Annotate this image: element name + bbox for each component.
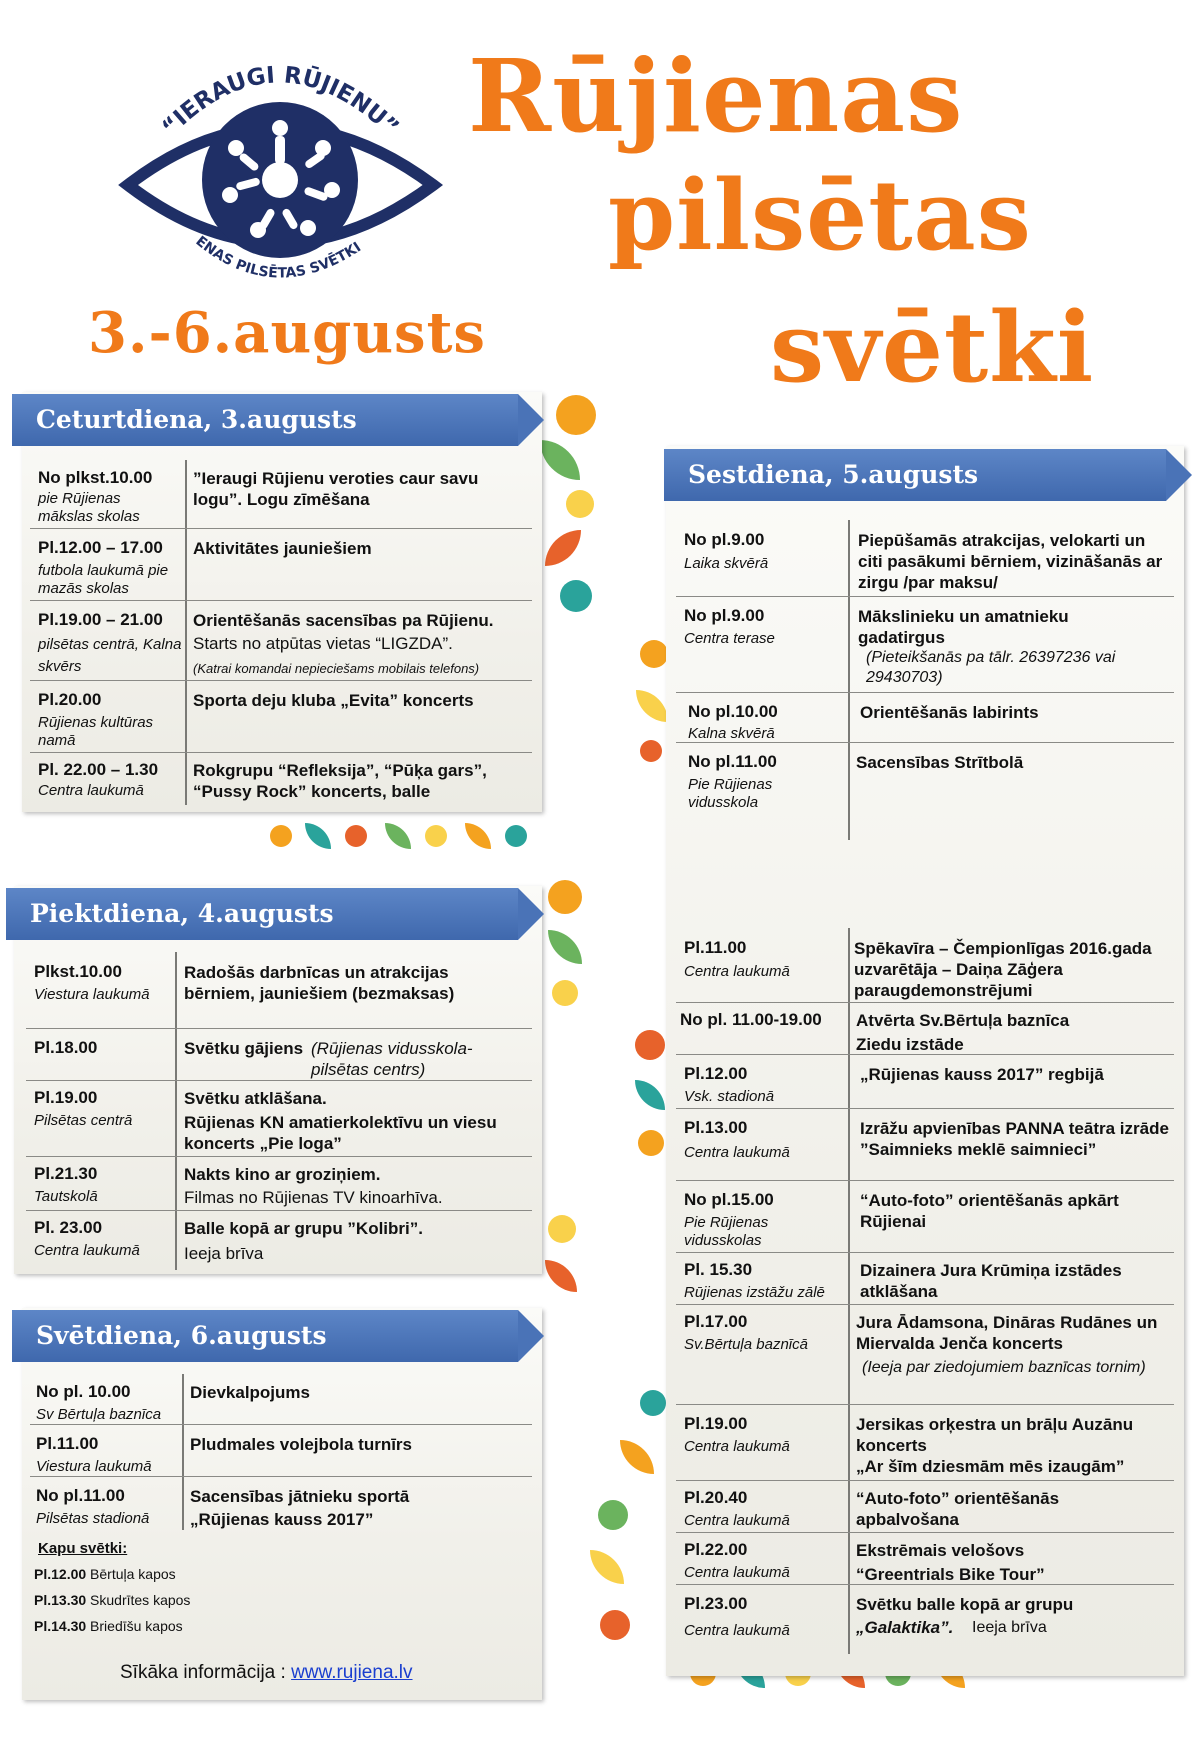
sunday-heading: Svētdiena, 6.augusts (12, 1310, 518, 1362)
event-time: Pl.12.00 – 17.00 (38, 538, 163, 557)
event-place: pie Rūjienas mākslas skolas (38, 490, 140, 525)
event-description: Balle kopā ar grupu ”Kolibri”. (184, 1219, 423, 1238)
schedule-row (676, 520, 1174, 597)
schedule-row (26, 952, 532, 1029)
cemetery-item (34, 1588, 190, 1613)
event-description: Dizainera Jura Krūmiņa izstādes atklāšana (860, 1261, 1122, 1301)
event-description: Aktivitātes jauniešiem (193, 539, 372, 558)
event-time: Pl. 15.30 (684, 1260, 753, 1279)
event-time: Pl.12.00 (684, 1064, 748, 1083)
event-time: Pl.20.00 (38, 690, 102, 709)
schedule-row (676, 694, 1174, 743)
event-time: Pl.11.00 (36, 1434, 99, 1453)
event-time: Pl.18.00 (34, 1038, 98, 1057)
title-line-1: Rūjienas (468, 37, 964, 155)
event-time: Pl.11.00 (684, 938, 747, 957)
event-place: Centra laukumā (684, 1438, 790, 1455)
event-description: „Rūjienas kauss 2017” regbijā (860, 1065, 1104, 1084)
event-note: (Katrai komandai nepieciešams mobilais telefons) (193, 661, 480, 676)
event-note: Ziedu izstāde (856, 1035, 964, 1054)
event-place: Centra laukumā (38, 782, 144, 799)
event-description: Svētku atklāšana. (184, 1089, 327, 1108)
event-note: (Rūjienas vidusskola-pilsētas centrs) (311, 1039, 473, 1079)
event-time: No pl.15.00 (684, 1190, 774, 1209)
schedule-row (26, 1082, 532, 1157)
event-time: Pl. 23.00 (34, 1218, 103, 1237)
schedule-row (30, 1426, 532, 1477)
event-description: Orientēšanās labirints (860, 703, 1039, 722)
schedule-row (30, 460, 532, 529)
event-description: Svētku balle kopā ar grupu (856, 1595, 1074, 1614)
event-description: Sacensības jātnieku sportā (190, 1487, 410, 1506)
website-link[interactable]: www.rujiena.lv (291, 1662, 413, 1683)
event-description: Piepūšamās atrakcijas, velokarti un citi pasākumi bērniem, vizināšanās ar zirgu /par maksu/ (858, 531, 1163, 592)
event-place: Centra laukumā (684, 1512, 790, 1529)
cemetery-time: Pl.13.30 (34, 1592, 87, 1608)
event-note: (Ieeja par ziedojumiem baznīcas tornim) (862, 1359, 1146, 1376)
event-description: Svētku gājiens (184, 1039, 304, 1058)
event-description: “Auto-foto” orientēšanās apkārt Rūjienai (860, 1191, 1119, 1231)
event-place: Pilsētas centrā (34, 1112, 133, 1129)
event-place: Pie Rūjienas vidusskola (688, 776, 773, 811)
event-description: Ekstrēmais velošovs (856, 1541, 1025, 1560)
event-time: No pl. 11.00-19.00 (680, 1010, 822, 1029)
cemetery-time: Pl.12.00 (34, 1566, 87, 1582)
event-time: Pl. 22.00 – 1.30 (38, 760, 159, 779)
event-place: Centra laukumā (684, 1144, 790, 1161)
schedule-row (676, 1056, 1174, 1109)
cemetery-time: Pl.14.30 (34, 1618, 87, 1634)
schedule-row (26, 1030, 532, 1081)
event-place: Centra laukumā (684, 1564, 790, 1581)
cemetery-item (34, 1562, 176, 1587)
event-note: „Rūjienas kauss 2017” (190, 1510, 374, 1529)
event-description: Pludmales volejbola turnīrs (190, 1435, 413, 1454)
schedule-row (676, 1406, 1174, 1481)
event-time: No pl.10.00 (688, 702, 778, 721)
event-note: Rūjienas KN amatierkolektīvu un viesu koncerts „Pie loga” (184, 1113, 497, 1153)
event-place: Pilsētas stadionā (36, 1510, 150, 1527)
event-note: „Ar šīm dziesmām mēs izaugām” (856, 1457, 1125, 1476)
event-time: No pl.9.00 (684, 606, 765, 625)
event-description: Nakts kino ar groziņiem. (184, 1165, 381, 1184)
schedule-row (676, 598, 1174, 693)
svg-text:RŪJIENAS PILSĒTAS SVĒTKI 2017: ENAS PILSĒTAS SVĒTKI (192, 233, 365, 282)
event-time: No plkst.10.00 (38, 468, 153, 487)
event-place: Sv Bērtuļa baznīca (36, 1406, 162, 1423)
event-place: Pie Rūjienas vidusskolas (684, 1214, 769, 1249)
schedule-row (676, 744, 1174, 840)
event-time: Pl.23.00 (684, 1594, 748, 1613)
event-time: No pl.9.00 (684, 530, 765, 549)
schedule-row (676, 1110, 1174, 1181)
schedule-row (676, 928, 1174, 1003)
cemetery-item (34, 1614, 183, 1639)
event-note: (Pieteikšanās pa tālr. 26397236 vai 29430703) (866, 649, 1116, 686)
event-time: Pl.17.00 (684, 1312, 748, 1331)
friday-heading: Piektdiena, 4.augusts (6, 888, 518, 940)
schedule-row (30, 754, 532, 804)
event-place: Rūjienas izstāžu zālē (684, 1284, 825, 1301)
event-description: Mākslinieku un amatnieku gadatirgus (858, 607, 1069, 647)
event-time: Pl.20.40 (684, 1488, 748, 1507)
event-description: Radošās darbnīcas un atrakcijas bērniem, jauniešiem (bezmaksas) (184, 963, 455, 1003)
more-info (120, 1662, 413, 1684)
saturday-heading: Sestdiena, 5.augusts (664, 449, 1166, 501)
event-description: Sacensības Strītbolā (856, 753, 1024, 772)
schedule-row (30, 1374, 532, 1425)
event-place: Rūjienas kultūras namā (38, 714, 154, 749)
event-time: No pl.11.00 (688, 752, 777, 771)
event-place: Centra laukumā (34, 1242, 140, 1259)
event-place: futbola laukumā pie mazās skolas (38, 562, 169, 597)
event-note: Filmas no Rūjienas TV kinoarhīva. (184, 1188, 443, 1207)
event-place: Centra laukumā (684, 1622, 790, 1639)
festival-logo (118, 40, 443, 295)
event-time: Pl.19.00 (684, 1414, 748, 1433)
schedule-row (26, 1158, 532, 1211)
event-note: Starts no atpūtas vietas “LIGZDA”. (193, 634, 453, 653)
event-place: Centra terase (684, 630, 775, 647)
schedule-row (676, 1004, 1174, 1055)
event-note: Ieeja brīva (972, 1619, 1047, 1636)
event-description: Jura Ādamsona, Dināras Rudānes un Miervalda Jenča koncerts (856, 1313, 1158, 1353)
event-description: Jersikas orķestra un brāļu Auzānu koncerts (856, 1415, 1134, 1455)
event-note: “Greentrials Bike Tour” (856, 1565, 1045, 1584)
event-place: Viestura laukumā (34, 986, 150, 1003)
thursday-heading: Ceturtdiena, 3.augusts (12, 394, 518, 446)
event-description: “Auto-foto” orientēšanās apbalvošana (856, 1489, 1060, 1529)
event-description: Sporta deju kluba „Evita” koncerts (193, 691, 474, 710)
cemetery-name: Skudrītes kapos (90, 1592, 191, 1608)
schedule-row (676, 1534, 1174, 1585)
event-description: Spēkavīra – Čempionlīgas 2016.gada uzvarētāja – Daiņa Zāģera paraugdemonstrējumi (854, 939, 1152, 1000)
event-time: Pl.13.00 (684, 1118, 748, 1137)
schedule-row (676, 1254, 1174, 1305)
schedule-row (676, 1306, 1174, 1405)
event-time: Pl.19.00 – 21.00 (38, 610, 163, 629)
schedule-row (26, 1212, 532, 1268)
cemetery-name: Bērtuļa kapos (90, 1566, 176, 1582)
event-time: Pl.19.00 (34, 1088, 98, 1107)
event-note: „Galaktika”. (856, 1618, 954, 1637)
event-description: Orientēšanās sacensības pa Rūjienu. (193, 611, 494, 630)
title-line-2: pilsētas (608, 159, 1032, 272)
eye-logo-icon (118, 40, 443, 295)
schedule-row (676, 1482, 1174, 1533)
event-description: Rokgrupu “Refleksija”, “Pūķa gars”, “Pussy Rock” koncerts, balle (193, 761, 487, 801)
event-time: No pl.11.00 (36, 1486, 125, 1505)
schedule-row (30, 1478, 532, 1532)
event-place: pilsētas centrā, Kalna skvērs (38, 636, 182, 675)
event-description: Atvērta Sv.Bērtuļa baznīca (856, 1011, 1070, 1030)
more-info-label: Sīkāka informācija : (120, 1662, 286, 1683)
event-place: Tautskolā (34, 1188, 98, 1205)
event-time: Pl.22.00 (684, 1540, 748, 1559)
event-place: Laika skvērā (684, 555, 769, 572)
event-place: Sv.Bērtuļa baznīcā (684, 1336, 808, 1353)
event-time: Plkst.10.00 (34, 962, 122, 981)
schedule-row (30, 530, 532, 601)
schedule-row (676, 1586, 1174, 1652)
cemetery-name: Briedīšu kapos (90, 1618, 183, 1634)
schedule-row (676, 1182, 1174, 1253)
schedule-row (30, 682, 532, 753)
festival-dates: 3.-6.augusts (88, 300, 486, 366)
event-place: Centra laukumā (684, 963, 790, 980)
event-time: No pl. 10.00 (36, 1382, 131, 1401)
cemetery-days-title: Kapu svētki: (38, 1540, 128, 1557)
schedule-row (30, 602, 532, 681)
event-note: Ieeja brīva (184, 1244, 264, 1263)
event-place: Kalna skvērā (688, 725, 775, 742)
event-time: Pl.21.30 (34, 1164, 98, 1183)
event-description: Dievkalpojums (190, 1383, 310, 1402)
event-place: Viestura laukumā (36, 1458, 152, 1475)
event-description: Izrāžu apvienības PANNA teātra izrāde ”Saimnieks meklē saimnieci” (860, 1119, 1169, 1159)
event-description: ”Ieraugi Rūjienu veroties caur savu logu”. Logu zīmēšana (193, 469, 479, 509)
svg-text:“IERAUGI RŪJIENU”: “IERAUGI RŪJIENU” (157, 62, 404, 142)
event-place: Vsk. stadionā (684, 1088, 775, 1105)
title-line-3: svētki (770, 291, 1095, 404)
